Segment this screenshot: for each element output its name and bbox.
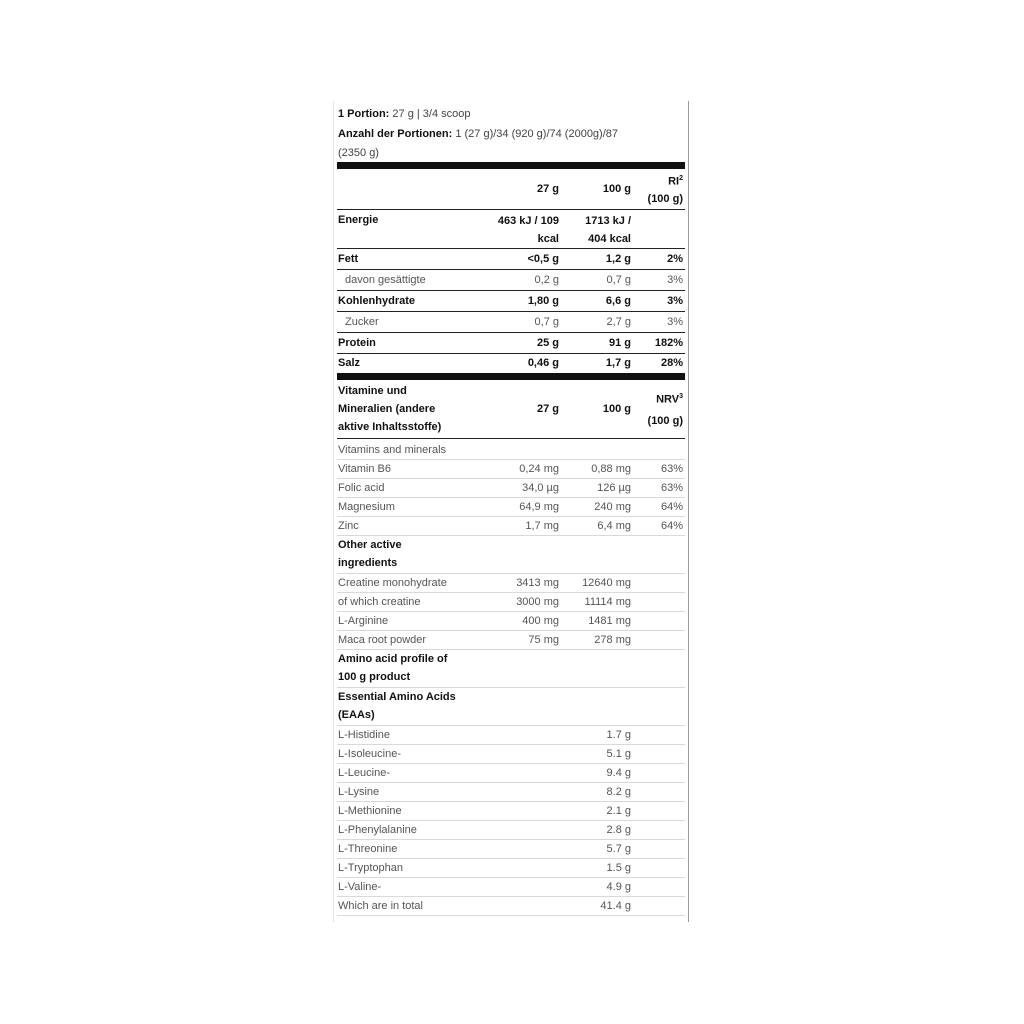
vitamins-header-line2: Mineralien (andere bbox=[338, 403, 436, 415]
amino-profile-line2: 100 g product bbox=[338, 671, 411, 683]
amino-row bbox=[337, 896, 685, 916]
col-27g-header: 27 g bbox=[536, 403, 559, 415]
ingredient-value-27g: 3000 mg bbox=[516, 595, 559, 608]
amino-name: L-Tryptophan bbox=[338, 861, 404, 874]
amino-name: L-Phenylalanine bbox=[338, 823, 417, 836]
amino-row bbox=[337, 877, 685, 897]
vitamin-nrv: 63% bbox=[660, 481, 683, 494]
energy-27g-line1: 463 kJ / 109 bbox=[497, 215, 559, 227]
vitamins-header-row bbox=[337, 380, 685, 439]
nutrient-name: Energie bbox=[338, 214, 379, 226]
vitamin-value-27g: 0,24 mg bbox=[519, 462, 559, 475]
amino-row bbox=[337, 839, 685, 859]
ingredient-name: of which creatine bbox=[338, 595, 421, 608]
servings-value: 1 (27 g)/34 (920 g)/74 (2000g)/87 bbox=[455, 128, 619, 140]
nutrient-name: Kohlenhydrate bbox=[338, 294, 416, 307]
nutrition-panel bbox=[333, 101, 689, 922]
servings-label: Anzahl der Portionen: bbox=[338, 128, 453, 140]
nutrient-ri: 3% bbox=[667, 273, 683, 286]
other-active-line2: ingredients bbox=[338, 557, 398, 569]
nutrient-name: Zucker bbox=[345, 315, 379, 328]
nutrient-value-27g: 1,80 g bbox=[527, 294, 559, 307]
amino-row bbox=[337, 782, 685, 802]
portion-value: 27 g | 3/4 scoop bbox=[392, 108, 471, 120]
other-active-line1: Other active bbox=[338, 539, 402, 551]
amino-value: 41.4 g bbox=[600, 899, 631, 912]
nutrition-row-salz bbox=[337, 353, 685, 373]
nutrient-value-27g: 0,2 g bbox=[534, 273, 559, 286]
nrv-label: NRV bbox=[656, 393, 680, 406]
eaa-line2: (EAAs) bbox=[338, 709, 375, 721]
amino-value: 9.4 g bbox=[606, 766, 631, 779]
vitamins-header-line1: Vitamine und bbox=[338, 385, 407, 397]
amino-value: 5.1 g bbox=[606, 747, 631, 760]
amino-row bbox=[337, 858, 685, 878]
vitamin-row bbox=[337, 516, 685, 536]
amino-value: 1.7 g bbox=[606, 728, 631, 741]
nutrient-value-100g: 91 g bbox=[608, 336, 631, 349]
amino-value: 5.7 g bbox=[606, 842, 631, 855]
servings-line bbox=[338, 125, 618, 143]
amino-profile-header bbox=[337, 649, 685, 688]
ingredient-value-100g: 1481 mg bbox=[588, 614, 631, 627]
amino-name: L-Methionine bbox=[338, 804, 402, 817]
nutrition-row-gesaettigte bbox=[337, 269, 685, 291]
nutrition-row-zucker bbox=[337, 311, 685, 333]
nutrient-ri: 3% bbox=[667, 315, 683, 328]
amino-value: 2.8 g bbox=[606, 823, 631, 836]
amino-value: 8.2 g bbox=[606, 785, 631, 798]
ingredient-row bbox=[337, 592, 685, 612]
amino-row bbox=[337, 820, 685, 840]
vitamin-row bbox=[337, 497, 685, 517]
vitamin-value-27g: 64,9 mg bbox=[519, 500, 559, 513]
eaa-header bbox=[337, 687, 685, 726]
vitamin-row bbox=[337, 459, 685, 479]
amino-profile-line1: Amino acid profile of bbox=[338, 653, 448, 665]
ingredient-name: Creatine monohydrate bbox=[338, 576, 447, 589]
other-active-header bbox=[337, 535, 685, 574]
eaa-label bbox=[338, 687, 488, 725]
amino-row bbox=[337, 725, 685, 745]
portion-label: 1 Portion: bbox=[338, 108, 390, 120]
nrv-sup: 3 bbox=[679, 392, 683, 400]
amino-name: L-Threonine bbox=[338, 842, 398, 855]
amino-name: L-Histidine bbox=[338, 728, 390, 741]
eaa-line1: Essential Amino Acids bbox=[338, 691, 456, 703]
nutrient-ri: 2% bbox=[667, 252, 683, 265]
amino-name: L-Lysine bbox=[338, 785, 380, 798]
amino-name: Which are in total bbox=[338, 899, 423, 912]
vitamin-name: Vitamin B6 bbox=[338, 462, 391, 475]
nutrient-name: Protein bbox=[338, 336, 376, 349]
ingredient-row bbox=[337, 611, 685, 631]
portion-line bbox=[338, 105, 471, 123]
ingredient-value-27g: 3413 mg bbox=[516, 576, 559, 589]
col-nrv-header bbox=[631, 380, 683, 438]
ingredient-value-100g: 278 mg bbox=[594, 633, 631, 646]
nutrient-value-27g: 0,46 g bbox=[527, 357, 559, 369]
nrv-unit: (100 g) bbox=[647, 415, 683, 428]
ingredient-row bbox=[337, 573, 685, 593]
nutrition-row-kohlenhydrate bbox=[337, 290, 685, 312]
nutrient-ri: 182% bbox=[654, 336, 683, 349]
vitamins-header-line3: aktive Inhaltsstoffe) bbox=[338, 421, 442, 433]
vitamin-nrv: 64% bbox=[660, 519, 683, 532]
amino-name: L-Isoleucine- bbox=[338, 747, 401, 760]
energy-27g-line2: kcal bbox=[537, 233, 559, 245]
nutrient-value-100g: 6,6 g bbox=[605, 294, 631, 307]
nutrient-ri: 28% bbox=[660, 357, 683, 369]
nutrition-row-protein bbox=[337, 332, 685, 354]
section-label: Vitamins and minerals bbox=[338, 443, 447, 456]
thick-divider bbox=[337, 162, 685, 169]
ri-sup: 2 bbox=[679, 174, 683, 182]
amino-value: 4.9 g bbox=[606, 880, 631, 893]
nutrient-ri: 3% bbox=[667, 294, 683, 307]
nutrient-name: Salz bbox=[338, 357, 361, 369]
nutrient-value-100g: 1,2 g bbox=[605, 252, 631, 265]
nutrition-row-fett bbox=[337, 248, 685, 270]
nutrient-value-27g: 25 g bbox=[536, 336, 559, 349]
nutrient-value-100g: 2,7 g bbox=[606, 315, 631, 328]
nutrient-name: Fett bbox=[338, 252, 359, 265]
thick-divider bbox=[337, 373, 685, 380]
ingredient-value-27g: 400 mg bbox=[522, 614, 559, 627]
vitamin-nrv: 64% bbox=[660, 500, 683, 513]
vitamin-value-27g: 1,7 mg bbox=[525, 519, 559, 532]
energy-100g-line2: 404 kcal bbox=[588, 233, 631, 245]
vitamin-name: Zinc bbox=[338, 519, 359, 532]
vitamin-value-100g: 6,4 mg bbox=[597, 519, 631, 532]
nutrient-name: davon gesättigte bbox=[345, 273, 426, 286]
vitamin-nrv: 63% bbox=[660, 462, 683, 475]
ingredient-row bbox=[337, 630, 685, 650]
amino-profile-label bbox=[338, 649, 488, 687]
nutrient-value-27g: <0,5 g bbox=[527, 252, 559, 265]
nutrient-value-27g bbox=[487, 209, 559, 248]
ingredient-value-100g: 12640 mg bbox=[582, 576, 631, 589]
amino-row bbox=[337, 763, 685, 783]
col-100g-header: 100 g bbox=[602, 403, 631, 415]
amino-value: 1.5 g bbox=[606, 861, 631, 874]
servings-line-2 bbox=[338, 144, 379, 162]
vitamin-value-100g: 0,88 mg bbox=[591, 462, 631, 475]
ingredient-value-27g: 75 mg bbox=[528, 633, 559, 646]
col-100g-header: 100 g bbox=[602, 183, 631, 195]
ingredient-value-100g: 11114 mg bbox=[584, 595, 631, 608]
amino-value: 2.1 g bbox=[606, 804, 631, 817]
amino-row bbox=[337, 801, 685, 821]
vitamin-value-100g: 240 mg bbox=[594, 500, 631, 513]
amino-row bbox=[337, 744, 685, 764]
nutrient-value-100g: 0,7 g bbox=[606, 273, 631, 286]
col-27g-header: 27 g bbox=[536, 183, 559, 195]
energy-100g-line1: 1713 kJ / bbox=[585, 215, 631, 227]
nutrient-value-27g: 0,7 g bbox=[534, 315, 559, 328]
ri-label: RI bbox=[668, 175, 680, 188]
vitamin-name: Folic acid bbox=[338, 481, 385, 494]
section-label-row bbox=[337, 440, 685, 460]
amino-name: L-Leucine- bbox=[338, 766, 390, 779]
vitamin-value-100g: 126 µg bbox=[597, 481, 631, 494]
ri-unit: (100 g) bbox=[647, 193, 683, 206]
ingredient-name: L-Arginine bbox=[338, 614, 389, 627]
vitamins-header-name bbox=[338, 380, 488, 438]
other-active-label bbox=[338, 535, 488, 573]
nutrient-value-100g bbox=[559, 209, 631, 248]
servings-value-2: (2350 g) bbox=[338, 147, 379, 159]
ingredient-name: Maca root powder bbox=[338, 633, 427, 646]
amino-name: L-Valine- bbox=[338, 880, 382, 893]
vitamin-value-27g: 34,0 µg bbox=[522, 481, 559, 494]
vitamin-row bbox=[337, 478, 685, 498]
vitamin-name: Magnesium bbox=[338, 500, 395, 513]
nutrition-row-energie bbox=[337, 209, 685, 249]
nutrient-value-100g: 1,7 g bbox=[605, 357, 631, 369]
col-ri-header bbox=[631, 169, 683, 209]
nutrition-header-row bbox=[337, 169, 685, 210]
